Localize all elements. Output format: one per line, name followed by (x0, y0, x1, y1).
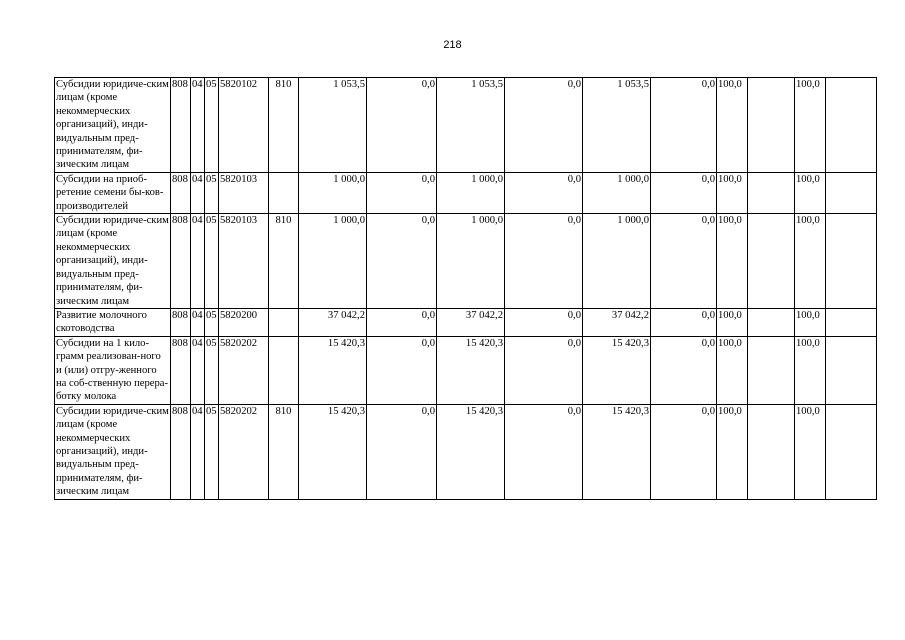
page-number: 218 (443, 39, 462, 51)
amount-1: 1 000,0 (299, 214, 367, 309)
target-article-code: 5820102 (219, 78, 269, 173)
amount-6: 0,0 (651, 78, 717, 173)
expense-type-code: 810 (269, 78, 299, 173)
expense-type-code: 810 (269, 404, 299, 499)
section-code: 04 (191, 214, 205, 309)
grbs-code: 808 (171, 336, 191, 404)
target-article-code: 5820202 (219, 336, 269, 404)
amount-2: 0,0 (367, 172, 437, 213)
grbs-code: 808 (171, 78, 191, 173)
subsection-code: 05 (205, 308, 219, 336)
row-name: Развитие молочного скотоводства (55, 308, 171, 336)
subsection-code: 05 (205, 336, 219, 404)
amount-3: 1 000,0 (437, 214, 505, 309)
empty-cell (826, 78, 877, 173)
amount-3: 1 053,5 (437, 78, 505, 173)
table-row (55, 336, 877, 404)
subsection-code: 05 (205, 78, 219, 173)
empty-cell (826, 336, 877, 404)
percent-1: 100,0 (717, 172, 748, 213)
amount-5: 1 000,0 (583, 214, 651, 309)
section-code: 04 (191, 404, 205, 499)
expense-type-code (269, 336, 299, 404)
subsection-code: 05 (205, 214, 219, 309)
empty-cell (748, 78, 795, 173)
table-row (55, 404, 877, 499)
table-row (55, 214, 877, 309)
amount-3: 15 420,3 (437, 404, 505, 499)
amount-4: 0,0 (505, 172, 583, 213)
section-code: 04 (191, 336, 205, 404)
row-name: Субсидии на 1 кило-грамм реализован-ного и (или) отгру-женного на соб-ственную перера-ботку молока (55, 336, 171, 404)
percent-2: 100,0 (795, 172, 826, 213)
amount-5: 37 042,2 (583, 308, 651, 336)
target-article-code: 5820200 (219, 308, 269, 336)
amount-1: 1 053,5 (299, 78, 367, 173)
percent-2: 100,0 (795, 308, 826, 336)
amount-4: 0,0 (505, 404, 583, 499)
empty-cell (748, 336, 795, 404)
table-row (55, 78, 877, 173)
empty-cell (826, 214, 877, 309)
expense-type-code (269, 172, 299, 213)
budget-table (54, 77, 877, 500)
subsection-code: 05 (205, 404, 219, 499)
row-name: Субсидии юридиче-ским лицам (кроме некоммерческих организаций), инди-видуальным пред-принимателям, фи-зическим лицам (56, 79, 169, 171)
row-name: Субсидии на приоб-ретение семени бы-ков-производителей (55, 172, 171, 213)
amount-6: 0,0 (651, 308, 717, 336)
amount-5: 15 420,3 (583, 404, 651, 499)
amount-5: 1 000,0 (583, 172, 651, 213)
amount-1: 1 000,0 (299, 172, 367, 213)
amount-6: 0,0 (651, 214, 717, 309)
row-name: Субсидии юридиче-ским лицам (кроме некоммерческих организаций), инди-видуальным пред-принимателям, фи-зическим лицам (56, 405, 169, 498)
amount-6: 0,0 (651, 172, 717, 213)
expense-type-code (269, 308, 299, 336)
amount-2: 0,0 (367, 336, 437, 404)
target-article-code: 5820202 (219, 404, 269, 499)
amount-6: 0,0 (651, 404, 717, 499)
empty-cell (748, 308, 795, 336)
amount-6: 0,0 (651, 336, 717, 404)
percent-1: 100,0 (717, 78, 748, 173)
percent-1: 100,0 (717, 404, 748, 499)
amount-2: 0,0 (367, 308, 437, 336)
amount-2: 0,0 (367, 214, 437, 309)
percent-1: 100,0 (717, 336, 748, 404)
percent-2: 100,0 (795, 336, 826, 404)
target-article-code: 5820103 (219, 172, 269, 213)
amount-4: 0,0 (505, 214, 583, 309)
subsection-code: 05 (205, 172, 219, 213)
percent-1: 100,0 (717, 308, 748, 336)
amount-3: 1 000,0 (437, 172, 505, 213)
empty-cell (748, 172, 795, 213)
target-article-code: 5820103 (219, 214, 269, 309)
amount-4: 0,0 (505, 78, 583, 173)
row-name: Субсидии юридиче-ским лицам (кроме некоммерческих организаций), инди-видуальным пред-принимателям, фи-зическим лицам (56, 215, 169, 307)
empty-cell (748, 404, 795, 499)
amount-5: 15 420,3 (583, 336, 651, 404)
empty-cell (826, 404, 877, 499)
grbs-code: 808 (171, 214, 191, 309)
empty-cell (748, 214, 795, 309)
amount-4: 0,0 (505, 336, 583, 404)
grbs-code: 808 (171, 404, 191, 499)
amount-1: 37 042,2 (299, 308, 367, 336)
grbs-code: 808 (171, 172, 191, 213)
grbs-code: 808 (171, 308, 191, 336)
amount-2: 0,0 (367, 78, 437, 173)
expense-type-code: 810 (269, 214, 299, 309)
amount-3: 15 420,3 (437, 336, 505, 404)
percent-2: 100,0 (795, 404, 826, 499)
section-code: 04 (191, 172, 205, 213)
amount-4: 0,0 (505, 308, 583, 336)
amount-5: 1 053,5 (583, 78, 651, 173)
empty-cell (826, 308, 877, 336)
table-row (55, 172, 877, 213)
percent-2: 100,0 (795, 214, 826, 309)
amount-1: 15 420,3 (299, 404, 367, 499)
amount-2: 0,0 (367, 404, 437, 499)
percent-2: 100,0 (795, 78, 826, 173)
section-code: 04 (191, 78, 205, 173)
amount-3: 37 042,2 (437, 308, 505, 336)
empty-cell (826, 172, 877, 213)
amount-1: 15 420,3 (299, 336, 367, 404)
percent-1: 100,0 (717, 214, 748, 309)
section-code: 04 (191, 308, 205, 336)
table-row (55, 308, 877, 336)
